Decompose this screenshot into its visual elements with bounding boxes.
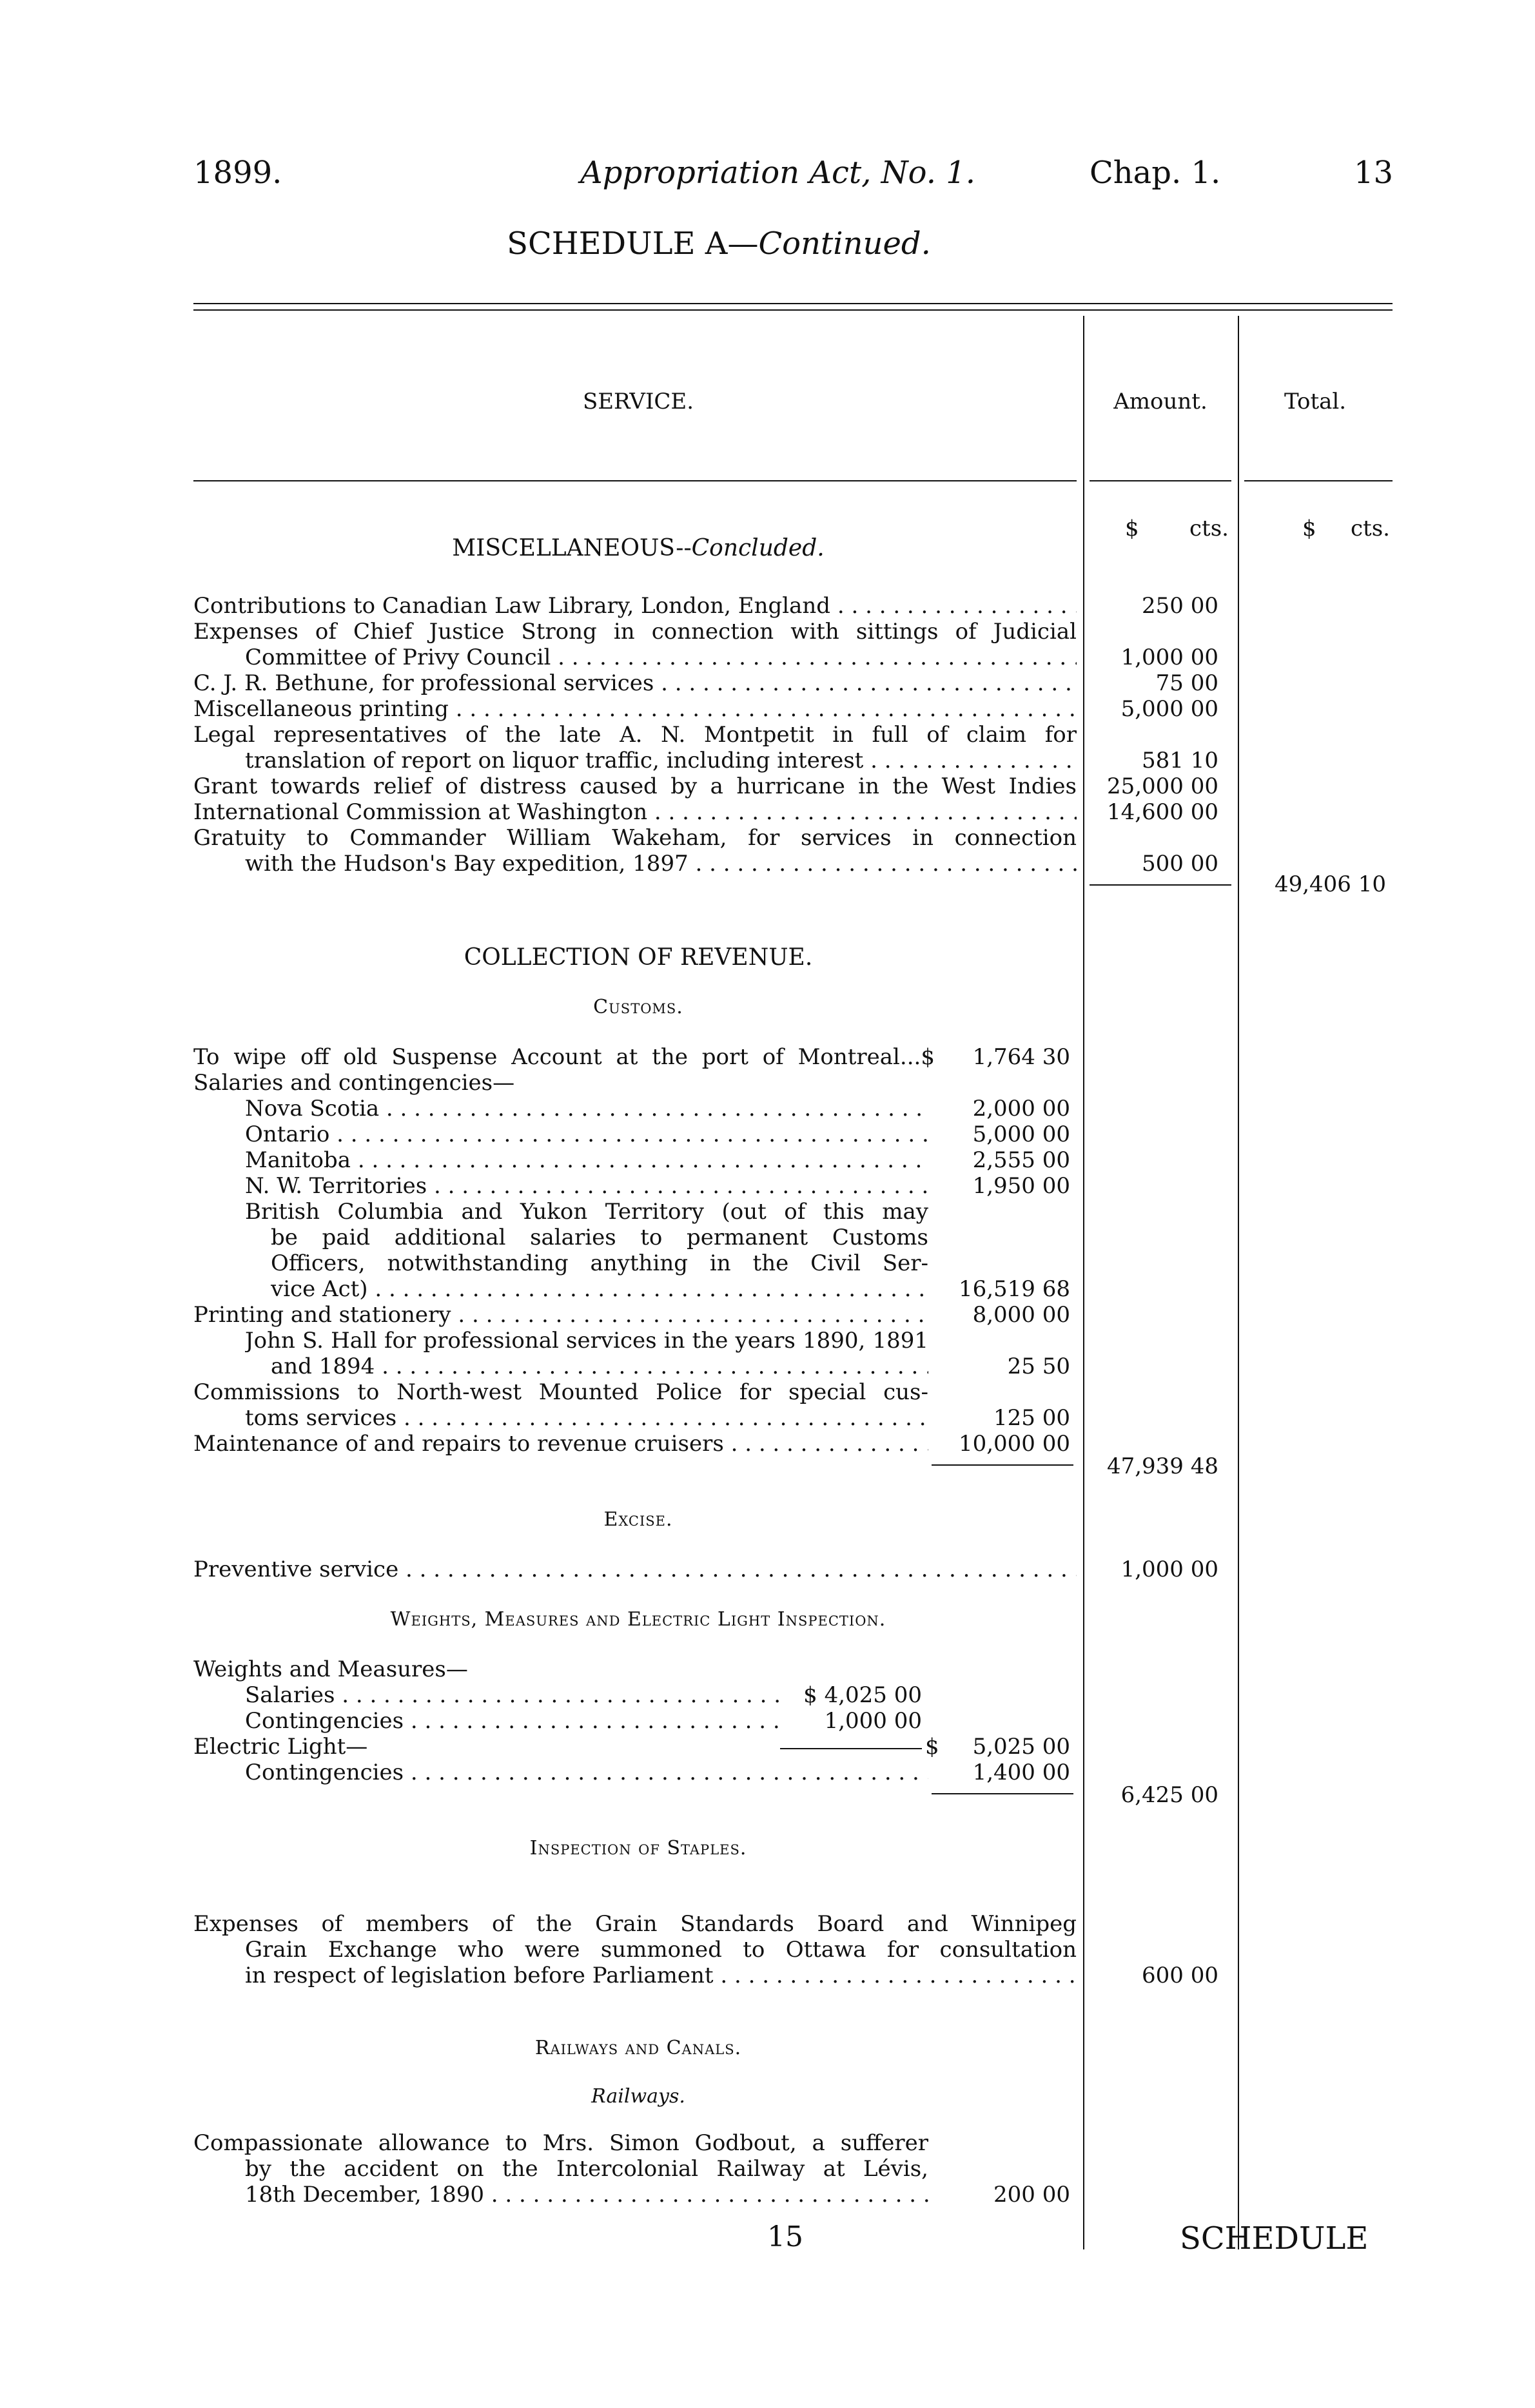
misc-line: Expenses of Chief Justice Strong in connection with sittings of Judicial: [193, 619, 1077, 645]
weights-line: Electric Light—: [193, 1734, 368, 1760]
customs-line: Manitoba . . .: [245, 1147, 928, 1173]
misc-line: Contributions to Canadian Law Library, London, England . . .: [193, 593, 1077, 619]
customs-line: To wipe off old Suspense Account at the port of Montreal...$: [193, 1044, 935, 1070]
amount-column-header: Amount.: [1113, 389, 1207, 414]
year: 1899.: [193, 155, 282, 191]
customs-amount: 1,950 00: [972, 1173, 1070, 1199]
amount-column-rule: [1083, 316, 1084, 2249]
weights-inner-rule: [780, 1748, 922, 1749]
folio-number: 15: [767, 2220, 803, 2253]
misc-line: Committee of Privy Council . . .: [245, 645, 1077, 670]
weights-dollar-sign: $: [925, 1734, 939, 1760]
customs-line: Commissions to North-west Mounted Police for special cus-: [193, 1379, 928, 1405]
act-title: Appropriation Act, No. 1.: [580, 155, 976, 191]
railways-line: Compassionate allowance to Mrs. Simon Godbout, a sufferer: [193, 2130, 928, 2156]
weights-sum-rule: [932, 1793, 1073, 1794]
customs-amount: 5,000 00: [972, 1121, 1070, 1147]
misc-line: translation of report on liquor traffic, including interest . . .: [245, 748, 1077, 773]
total-column-rule: [1238, 316, 1239, 2249]
customs-amount: 10,000 00: [958, 1431, 1070, 1457]
header-rule: [193, 480, 1077, 481]
misc-sum-rule: [1090, 884, 1231, 886]
misc-amount: 500 00: [1142, 851, 1218, 877]
misc-line: C. J. R. Bethune, for professional services . . .: [193, 670, 1077, 696]
weights-heading: Weights, Measures and Electric Light Inspection.: [390, 1608, 886, 1631]
misc-line: International Commission at Washington . . .: [193, 799, 1077, 825]
staples-line: Expenses of members of the Grain Standards Board and Winnipeg: [193, 1911, 1077, 1937]
customs-line: British Columbia and Yukon Territory (out of this may: [245, 1199, 928, 1225]
customs-line: Nova Scotia . . .: [245, 1096, 928, 1121]
weights-inner-amount: $ 4,025 00: [803, 1682, 922, 1708]
misc-line: Gratuity to Commander William Wakeham, for services in connection: [193, 825, 1077, 851]
amount-dollar-sign: $: [1125, 516, 1139, 541]
page-number: 13: [1354, 155, 1394, 191]
customs-sum-rule: [932, 1464, 1073, 1466]
misc-line: Grant towards relief of distress caused by a hurricane in the West Indies: [193, 773, 1077, 799]
weights-line: Salaries . . .: [245, 1682, 780, 1708]
weights-total: 6,425 00: [1120, 1782, 1218, 1808]
staples-heading: Inspection of Staples.: [529, 1837, 747, 1859]
excise-line: Preventive service . . .: [193, 1557, 1077, 1582]
revenue-heading: COLLECTION OF REVENUE.: [464, 944, 813, 971]
customs-line: Maintenance of and repairs to revenue cruisers . . .: [193, 1431, 928, 1457]
customs-amount: 16,519 68: [958, 1276, 1070, 1302]
customs-line: toms services . . .: [245, 1405, 928, 1431]
misc-amount: 1,000 00: [1120, 645, 1218, 670]
customs-line: Officers, notwithstanding anything in the Civil Ser-: [271, 1250, 928, 1276]
header-rule-amount: [1090, 480, 1231, 481]
misc-amount: 250 00: [1142, 593, 1218, 619]
customs-amount: 1,764 30: [972, 1044, 1070, 1070]
customs-total: 47,939 48: [1106, 1453, 1218, 1479]
customs-amount: 125 00: [993, 1405, 1070, 1431]
excise-heading: Excise.: [603, 1508, 673, 1531]
schedule-title: SCHEDULE A—Continued.: [507, 226, 931, 262]
customs-line: vice Act) . . .: [271, 1276, 928, 1302]
misc-line: Miscellaneous printing . . .: [193, 696, 1077, 722]
railways-amount: 200 00: [993, 2182, 1070, 2208]
staples-line: Grain Exchange who were summoned to Ottawa for consultation: [245, 1937, 1077, 1963]
misc-amount: 25,000 00: [1106, 773, 1218, 799]
customs-line: John S. Hall for professional services in the years 1890, 1891: [245, 1328, 928, 1354]
misc-total: 49,406 10: [1274, 871, 1386, 897]
weights-inner-amount: 1,000 00: [824, 1708, 922, 1734]
customs-line: Ontario . . .: [245, 1121, 928, 1147]
catchword: SCHEDULE: [1180, 2220, 1369, 2257]
total-column-header: Total.: [1284, 389, 1347, 414]
staples-amount: 600 00: [1142, 1963, 1218, 1988]
weights-line: Contingencies . . .: [245, 1760, 928, 1785]
weights-amount: 5,025 00: [972, 1734, 1070, 1760]
excise-amount: 1,000 00: [1120, 1557, 1218, 1582]
customs-line: be paid additional salaries to permanent Customs: [271, 1225, 928, 1250]
total-dollar-sign: $: [1302, 516, 1316, 541]
customs-amount: 8,000 00: [972, 1302, 1070, 1328]
top-rule: [193, 303, 1393, 304]
customs-line: and 1894 . . .: [271, 1354, 928, 1379]
weights-line: Weights and Measures—: [193, 1656, 468, 1682]
customs-heading: Customs.: [593, 996, 683, 1018]
railways-line: by the accident on the Intercolonial Railway at Lévis,: [245, 2156, 928, 2182]
total-cents-label: cts.: [1351, 516, 1390, 541]
misc-amount: 581 10: [1142, 748, 1218, 773]
customs-amount: 2,555 00: [972, 1147, 1070, 1173]
railways-subheading: Railways.: [591, 2085, 685, 2108]
railways-canals-heading: Railways and Canals.: [534, 2037, 742, 2059]
top-rule-2: [193, 309, 1393, 311]
service-column-header: SERVICE.: [582, 389, 694, 414]
misc-line: Legal representatives of the late A. N. Montpetit in full of claim for: [193, 722, 1077, 748]
misc-amount: 5,000 00: [1120, 696, 1218, 722]
customs-line: Printing and stationery . . .: [193, 1302, 928, 1328]
chapter: Chap. 1.: [1090, 155, 1221, 191]
staples-line: in respect of legislation before Parliament . . .: [245, 1963, 1077, 1988]
misc-line: with the Hudson's Bay expedition, 1897 . . .: [245, 851, 1077, 877]
customs-amount: 25 50: [1007, 1354, 1070, 1379]
customs-amount: 2,000 00: [972, 1096, 1070, 1121]
weights-amount: 1,400 00: [972, 1760, 1070, 1785]
customs-line: N. W. Territories . . .: [245, 1173, 928, 1199]
amount-cents-label: cts.: [1189, 516, 1229, 541]
customs-line: Salaries and contingencies—: [193, 1070, 515, 1096]
weights-line: Contingencies . . .: [245, 1708, 780, 1734]
misc-heading: MISCELLANEOUS--Concluded.: [452, 535, 825, 561]
misc-amount: 14,600 00: [1106, 799, 1218, 825]
railways-line: 18th December, 1890 . . .: [245, 2182, 928, 2208]
misc-amount: 75 00: [1155, 670, 1218, 696]
header-rule-total: [1244, 480, 1393, 481]
